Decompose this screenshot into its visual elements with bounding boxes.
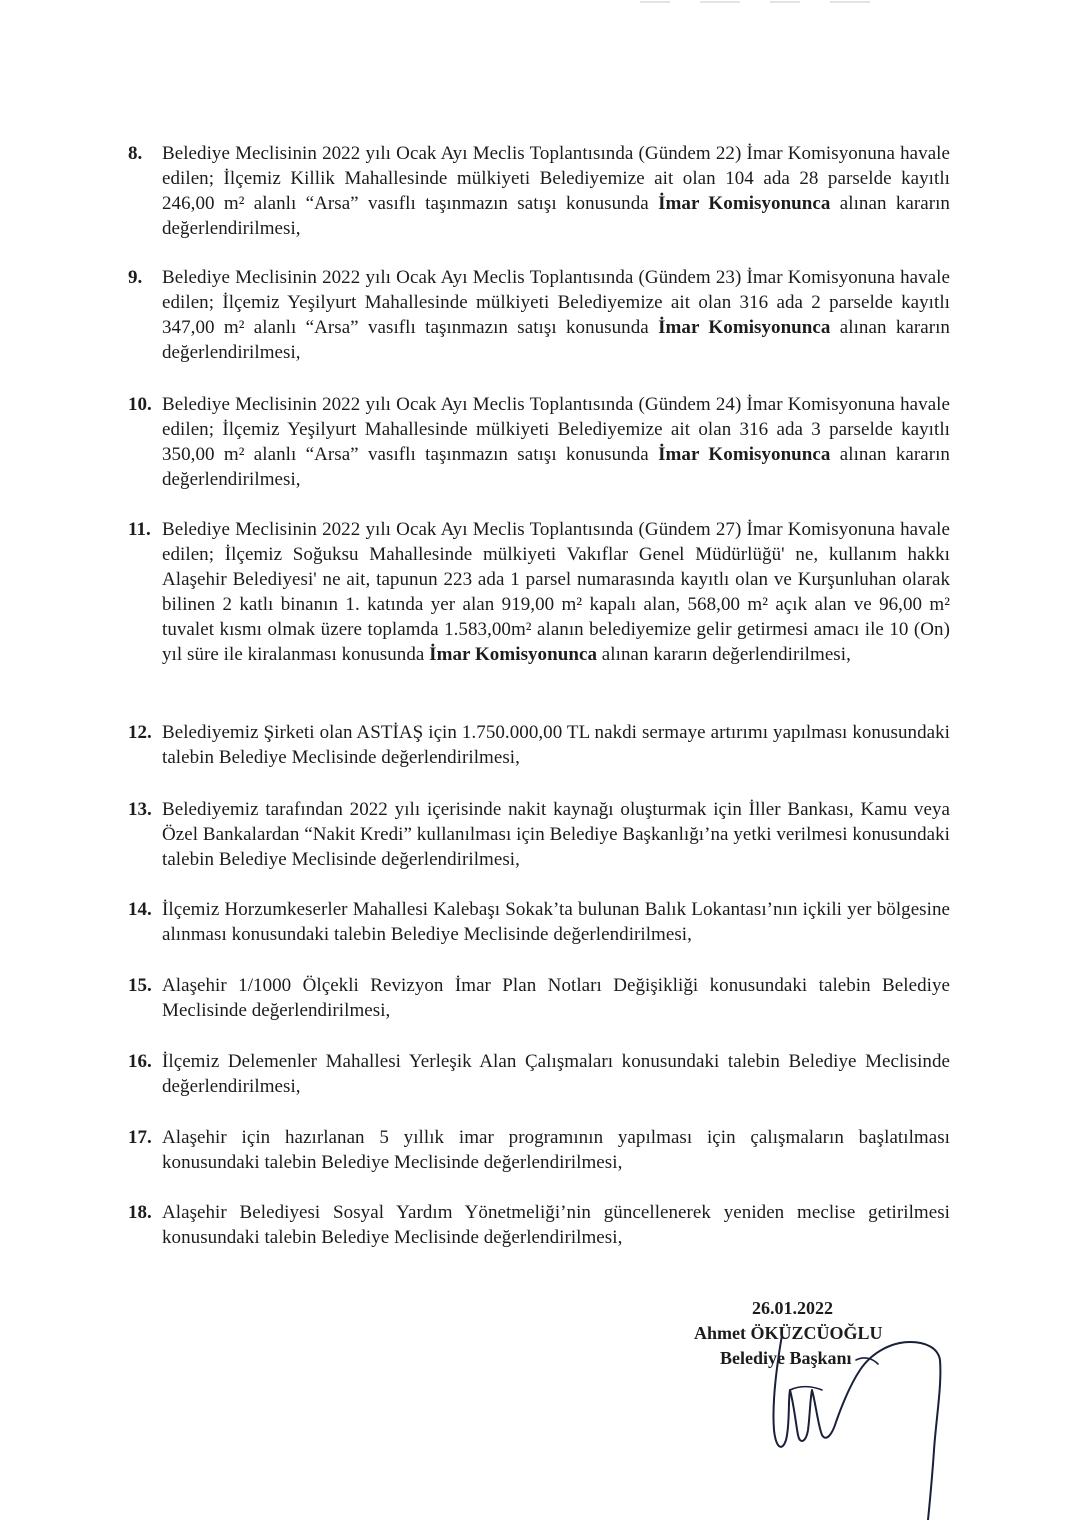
agenda-item-11 — [128, 517, 950, 667]
mayor-title: Belediye Başkanı — [720, 1348, 852, 1368]
agenda-item-14 — [128, 897, 950, 947]
agenda-item-12 — [128, 720, 950, 770]
item-number: 16. — [128, 1051, 152, 1072]
item-number: 17. — [128, 1127, 152, 1148]
item-number: 10. — [128, 394, 152, 415]
agenda-item-15 — [128, 973, 950, 1023]
signature-date: 26.01.2022 — [752, 1298, 833, 1318]
item-text: Belediye Meclisinin 2022 yılı Ocak Ayı Meclis Toplantısında (Gündem 22) İmar Komisyonuna havale edilen; İlçemiz Killik Mahallesinde mülkiyeti Belediyemize ait olan 104 ada 28 parselde kayıtlı 246,00 m² alanlı “Arsa” vasıflı taşınmazın satışı konusunda İmar Komisyonunca alınan kararın değerlendirilmesi, — [162, 143, 950, 239]
item-text: Alaşehir Belediyesi Sosyal Yardım Yönetmeliği’nin güncellenerek yeniden meclise getirilmesi konusundaki talebin Belediye Meclisinde değerlendirilmesi, — [162, 1202, 950, 1248]
item-text: Belediyemiz Şirketi olan ASTİAŞ için 1.750.000,00 TL nakdi sermaye artırımı yapılması konusundaki talebin Belediye Meclisinde değerlendirilmesi, — [162, 722, 950, 768]
scan-edge-marks — [630, 0, 910, 10]
item-text: Alaşehir için hazırlanan 5 yıllık imar programının yapılması için çalışmaların başlatılması konusundaki talebin Belediye Meclisinde değerlendirilmesi, — [162, 1127, 950, 1173]
item-text: Belediye Meclisinin 2022 yılı Ocak Ayı Meclis Toplantısında (Gündem 24) İmar Komisyonuna havale edilen; İlçemiz Yeşilyurt Mahallesinde mülkiyeti Belediyemize ait olan 316 ada 3 parselde kayıtlı 350,00 m² alanlı “Arsa” vasıflı taşınmazın satışı konusunda İmar Komisyonunca alınan kararın değerlendirilmesi, — [162, 394, 950, 490]
item-number: 12. — [128, 722, 152, 743]
item-text: Belediye Meclisinin 2022 yılı Ocak Ayı Meclis Toplantısında (Gündem 27) İmar Komisyonuna havale edilen; İlçemiz Soğuksu Mahallesinde mülkiyeti Vakıflar Genel Müdürlüğü' ne, kullanım hakkı Alaşehir Belediyesi' ne ait, tapunun 223 ada 1 parsel numarasında kayıtlı olan ve Kurşunluhan olarak bilinen 2 katlı binanın 1. katında yer alan 919,00 m² kapalı alan, 568,00 m² açık alan ve 96,00 m² tuvalet kısmı olmak üzere toplamda 1.583,00m² alanın belediyemize gelir getirmesi amacı ile 10 (On) yıl süre ile kiralanması konusunda İmar Komisyonunca alınan kararın değerlendirilmesi, — [162, 519, 950, 665]
item-number: 11. — [128, 519, 151, 540]
item-number: 13. — [128, 799, 152, 820]
mayor-name: Ahmet ÖKÜZCÜOĞLU — [694, 1323, 883, 1343]
agenda-item-8 — [128, 141, 950, 241]
agenda-item-16 — [128, 1049, 950, 1099]
item-text: İlçemiz Delemenler Mahallesi Yerleşik Alan Çalışmaları konusundaki talebin Belediye Meclisinde değerlendirilmesi, — [162, 1051, 950, 1097]
handwritten-signature — [760, 1330, 960, 1520]
item-number: 14. — [128, 899, 152, 920]
agenda-item-13 — [128, 797, 950, 872]
item-number: 18. — [128, 1202, 152, 1223]
agenda-item-18 — [128, 1200, 950, 1250]
item-number: 15. — [128, 975, 152, 996]
item-number: 9. — [128, 267, 143, 288]
item-text: İlçemiz Horzumkeserler Mahallesi Kalebaşı Sokak’ta bulunan Balık Lokantası’nın içkili yer bölgesine alınması konusundaki talebin Belediye Meclisinde değerlendirilmesi, — [162, 899, 950, 945]
agenda-item-9 — [128, 265, 950, 365]
item-text: Alaşehir 1/1000 Ölçekli Revizyon İmar Plan Notları Değişikliği konusundaki talebin Belediye Meclisinde değerlendirilmesi, — [162, 975, 950, 1021]
agenda-item-10 — [128, 392, 950, 492]
item-text: Belediyemiz tarafından 2022 yılı içerisinde nakit kaynağı oluşturmak için İller Bankası, Kamu veya Özel Bankalardan “Nakit Kredi” kullanılması için Belediye Başkanlığı’na yetki verilmesi konusundaki talebin Belediye Meclisinde değerlendirilmesi, — [162, 799, 950, 870]
item-number: 8. — [128, 143, 143, 164]
item-text: Belediye Meclisinin 2022 yılı Ocak Ayı Meclis Toplantısında (Gündem 23) İmar Komisyonuna havale edilen; İlçemiz Yeşilyurt Mahallesinde mülkiyeti Belediyemize ait olan 316 ada 2 parselde kayıtlı 347,00 m² alanlı “Arsa” vasıflı taşınmazın satışı konusunda İmar Komisyonunca alınan kararın değerlendirilmesi, — [162, 267, 950, 363]
agenda-item-17 — [128, 1125, 950, 1175]
